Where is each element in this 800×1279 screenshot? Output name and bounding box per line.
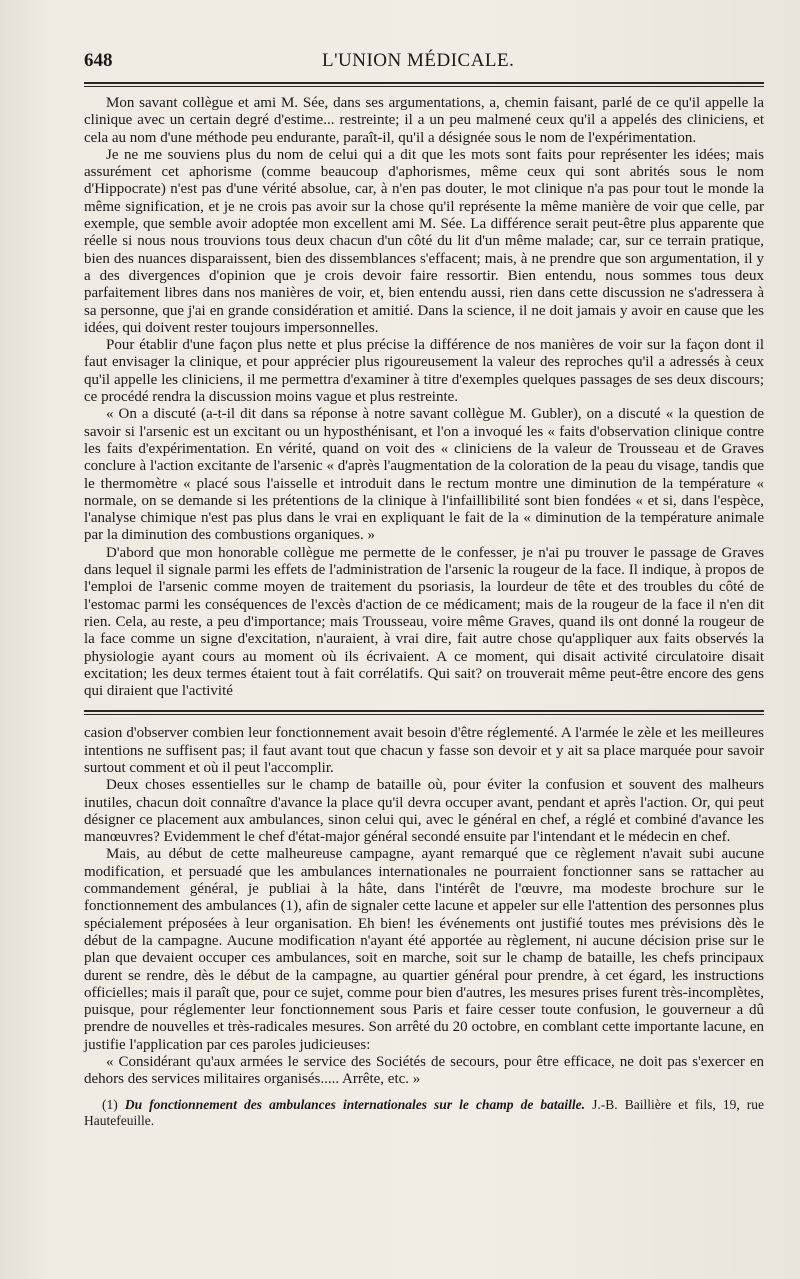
page-number: 648 bbox=[84, 50, 113, 71]
feuilleton-paragraph: Deux choses essentielles sur le champ de bataille où, pour éviter la confusion et souvent des malheurs inutiles, chacun doit connaître d'avance la place qu'il devra occuper avant, pendant et après l'action. Or, qui peut désigner ce placement aux ambulances, sinon celui qui, avec le général en chef, a réglé et combiné d'avance les manœuvres? Evidemment le chef d'état-major général secondé ensuite par l'intendant et le médecin en chef. bbox=[84, 777, 764, 846]
article-paragraph: Pour établir d'une façon plus nette et plus précise la différence de nos manières de voir sur la façon dont il faut envisager la clinique, et pour apprécier plus rigoureusement la valeur des reproches qu'il a adressés à ceux qu'il appelle les cliniciens, il me permettra d'examiner à titre d'exemples quelques passages de ses deux discours; ce procédé rendra la discussion moins vague et plus restreinte. bbox=[84, 337, 764, 406]
footnote-marker: (1) bbox=[102, 1096, 118, 1112]
feuilleton-quotation: « Considérant qu'aux armées le service des Sociétés de secours, pour être efficace, ne doit pas s'exercer en dehors des services militaires organisés..... Arrête, etc. » bbox=[84, 1054, 764, 1088]
article-paragraph: Mon savant collègue et ami M. Sée, dans ses argumentations, a, chemin faisant, parlé de ce qu'il appelle la clinique avec un certain degré d'estime... restreinte; il a un peu malmené ceux qu'il a appelés des cliniciens, et cela au nom d'une méthode peu endurante, paraît-il, qu'il a désignée sous le nom de l'expérimentation. bbox=[84, 95, 764, 146]
article-paragraph: D'abord que mon honorable collègue me permette de le confesser, je n'ai pu trouver le passage de Graves dans lequel il signale parmi les effets de l'administration de l'arsenic la rougeur de la face. Il indique, à propos de l'emploi de l'arsenic comme moyen de traitement du psoriasis, la lourdeur de tête et des troubles du côté de l'estomac parmi les conséquences de l'excès d'action de ce médicament; mais de la rougeur de la face il n'en dit rien. Cela, au reste, a peu d'importance; mais Trousseau, voire même Graves, quand ils ont donné la rougeur de la face comme un signe d'excitation, n'auraient, à vrai dire, fait autre chose qu'appliquer aux faits observés la physiologie ayant cours au moment où ils écrivaient. A ce moment, qui disait activité circulatoire disait excitation; les deux termes étaient tout à fait corrélatifs. Qui sait? on trouverait même peut-être encore des gens qui diraient que l'activité bbox=[84, 544, 764, 700]
article-quotation: « On a discuté (a-t-il dit dans sa réponse à notre savant collègue M. Gubler), on a discuté « la question de savoir si l'arsenic est un excitant ou un hyposthénisant, et l'on a invoqué les « faits d'observation clinique contre les faits d'expérimentation. En vérité, quand on voit des « cliniciens de la valeur de Trousseau et de Graves conclure à l'action excitante de l'arsenic « d'après l'augmentation de la coloration de la peau du visage, tandis que le thermomètre « placé sous l'aisselle et introduit dans le rectum montre une diminution de la température « normale, on se demande si les prétentions de la clinique à l'infaillibilité sont bien fondées « et si, dans l'espèce, l'analyse chimique n'est pas plus dans le vrai en expliquant le fait de la « diminution de la température animale par la diminution des combustions organiques. » bbox=[84, 406, 764, 544]
footnote-title: Du fonctionnement des ambulances internationales sur le champ de bataille. bbox=[124, 1096, 586, 1112]
page-header bbox=[84, 50, 764, 82]
footnote bbox=[84, 1097, 764, 1129]
footnote-publisher: J.-B. Baillière et fils, 19, rue Hautefeuille. bbox=[84, 1096, 765, 1128]
header-rule bbox=[84, 82, 764, 87]
feuilleton-body bbox=[84, 725, 764, 1088]
feuilleton-separator bbox=[84, 710, 764, 715]
article-paragraph: Je ne me souviens plus du nom de celui qui a dit que les mots sont faits pour représenter les idées; mais assurément cet aphorisme (comme beaucoup d'aphorismes, même ceux qui sont abrités sous le nom d'Hippocrate) n'est pas d'une vérité absolue, car, à n'en pas douter, le mot clinique n'a pas pour tout le monde la même signification, et je ne crois pas avoir sur la chose qu'il représente la même manière de voir que celle, par exemple, que semble avoir adoptée mon excellent ami M. Sée. La différence serait peut-être plus apparente que réelle si nous nous trouvions tous deux chacun d'un côté du lit d'un même malade; car, sur ce terrain pratique, bien des nuances disparaissent, bien des dissemblances s'effacent; mais, à ne prendre que son argumentation, il y a des divergences d'opinion que je crois devoir faire ressortir. Bien entendu, nous sommes tous deux parfaitement libres dans nos manières de voir, et, bien entendu aussi, rien dans cette discussion ne s'adressera à sa personne, que j'ai en grande considération et amitié. Dans la science, il ne doit jamais y avoir en cause que les idées, qui doivent rester toujours impersonnelles. bbox=[84, 146, 764, 336]
feuilleton-paragraph: casion d'observer combien leur fonctionnement avait besoin d'être réglementé. A l'armée le zèle et les meilleures intentions ne suffisent pas; il faut avant tout que chacun y fasse son devoir et y ait sa place marquée pour savoir surtout comment et où il peut l'accomplir. bbox=[84, 725, 764, 776]
feuilleton-paragraph: Mais, au début de cette malheureuse campagne, ayant remarqué que ce règlement n'avait subi aucune modification, et persuadé que les ambulances internationales ne pourraient fonctionner sans se rattacher au commandement général, je publiai à la hâte, dans l'intérêt de l'œuvre, ma modeste brochure sur le fonctionnement des ambulances (1), afin de signaler cette lacune et appeler sur elle l'attention des personnes plus spécialement préposées à leur organisation. Eh bien! les événements ont justifié toutes mes prévisions dès le début de la campagne. Aucune modification n'ayant été apportée au règlement, ni aucune décision prise sur le plan que devaient occuper ces ambulances, soit en marche, soit sur le champ de bataille, les chefs principaux durent se rendre, dès le début de la campagne, au quartier général pour prendre, à cet égard, les instructions officielles; mais il paraît que, pour ce sujet, comme pour bien d'autres, les mesures prises furent très-incomplètes, puisque, pour réglementer leur fonctionnement sous Paris et faire cesser toute confusion, le gouverneur a dû prendre de nouvelles et très-radicales mesures. Son arrêté du 20 octobre, en comblant cette importante lacune, en justifie l'application par ces paroles judicieuses: bbox=[84, 846, 764, 1053]
running-head: L'UNION MÉDICALE. bbox=[322, 50, 515, 71]
article-body bbox=[84, 95, 764, 700]
